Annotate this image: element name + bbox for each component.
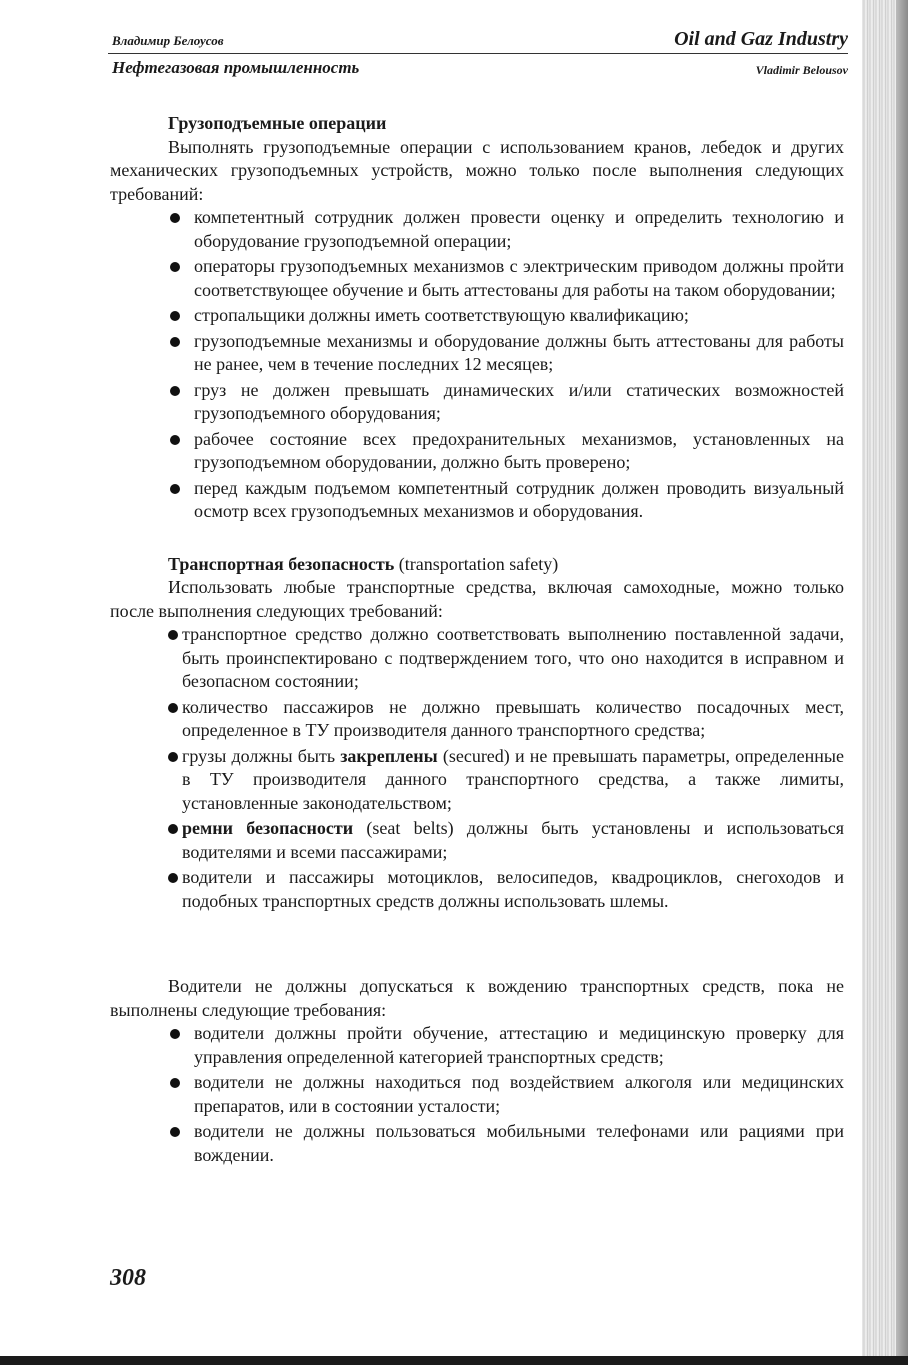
running-header-author-en: Vladimir Belousov [755,63,848,77]
requirements-list-drivers [110,1022,844,1167]
running-header-title: Нефтегазовая промышленность [112,58,360,77]
spacer [110,915,844,975]
bullet-icon [170,386,180,396]
list-item: водители не должны находиться под воздействием алкоголя или медицинских препаратов, или в состоянии усталости; [168,1071,844,1118]
bullet-icon [168,824,178,834]
list-item: операторы грузоподъемных механизмов с электрическим приводом должны пройти соответствующее обучение и быть аттестованы для работы на таком оборудовании; [168,255,844,302]
list-item: компетентный сотрудник должен провести оценку и определить технологию и оборудование грузоподъемной операции; [168,206,844,253]
section-heading-lifting [110,112,844,136]
page-number: 308 [110,1265,146,1291]
scan-bottom-edge [0,1356,908,1365]
emphasis: закреплены [340,745,438,766]
bullet-icon [170,262,180,272]
spacer [110,526,844,553]
list-item: груз не должен превышать динамических и/или статических возможностей грузоподъемного оборудования; [168,379,844,426]
section-intro: Использовать любые транспортные средства, включая самоходные, можно только после выполнения следующих требований: [110,577,844,621]
list-item: рабочее состояние всех предохранительных механизмов, установленных на грузоподъемном оборудовании, должно быть проверено; [168,428,844,475]
list-item: грузоподъемные механизмы и оборудование должны быть аттестованы для работы не ранее, чем в течение последних 12 месяцев; [168,330,844,377]
running-header-title-en: Oil and Gaz Industry [674,28,848,50]
scan-edge-shadow [896,0,908,1365]
header-rule [108,53,848,54]
section-intro: Выполнять грузоподъемные операции с использованием кранов, лебедок и других механических грузоподъемных устройств, можно только после выполнения следующих требований: [110,136,844,204]
list-item: водители не должны пользоваться мобильными телефонами или рациями при вождении. [168,1120,844,1167]
bullet-icon [170,1029,180,1039]
list-item: стропальщики должны иметь соответствующую квалификацию; [168,304,844,328]
emphasis: ремни безопасности [182,818,354,838]
list-item: перед каждым подъемом компетентный сотрудник должен проводить визуальный осмотр всех грузоподъемных механизмов и оборудования. [168,477,844,524]
bullet-icon [170,311,180,321]
bullet-icon [168,752,178,762]
list-item: грузы должны быть закреплены (secured) и не превышать параметры, определенные в ТУ производителя данного транспортного средства, а также лимиты, установленные законодательством; [168,745,844,816]
section-heading-transport [110,553,844,577]
bullet-icon [168,703,178,713]
section-heading-english: (transportation safety) [398,553,559,574]
running-header-author: Владимир Белоусов [112,33,224,48]
section-heading-text: Грузоподъемные операции [168,113,387,133]
section-heading-text: Транспортная безопасность [168,553,395,574]
bullet-icon [170,484,180,494]
bullet-icon [170,1078,180,1088]
bullet-icon [170,213,180,223]
bullet-icon [168,630,178,640]
bullet-icon [170,1127,180,1137]
bullet-icon [170,337,180,347]
bullet-icon [168,873,178,883]
section-intro: Водители не должны допускаться к вождению транспортных средств, пока не выполнены следующие требования: [110,976,844,1020]
list-item: водители и пассажиры мотоциклов, велосипедов, квадроциклов, снегоходов и подобных транспортных средств должны использовать шлемы. [168,866,844,913]
page-body [110,112,844,1169]
bullet-icon [170,435,180,445]
requirements-list-lifting [110,206,844,524]
list-item: ремни безопасности (seat belts) должны быть установлены и использоваться водителями и всеми пассажирами; [168,817,844,864]
list-item: водители должны пройти обучение, аттестацию и медицинскую проверку для управления определенной категорией транспортных средств; [168,1022,844,1069]
requirements-list-transport [110,623,844,913]
list-item: транспортное средство должно соответствовать выполнению поставленной задачи, быть проинспектировано с подтверждением того, что оно находится в исправном и безопасном состоянии; [168,623,844,694]
list-item: количество пассажиров не должно превышать количество посадочных мест, определенное в ТУ производителя данного транспортного средства; [168,696,844,743]
